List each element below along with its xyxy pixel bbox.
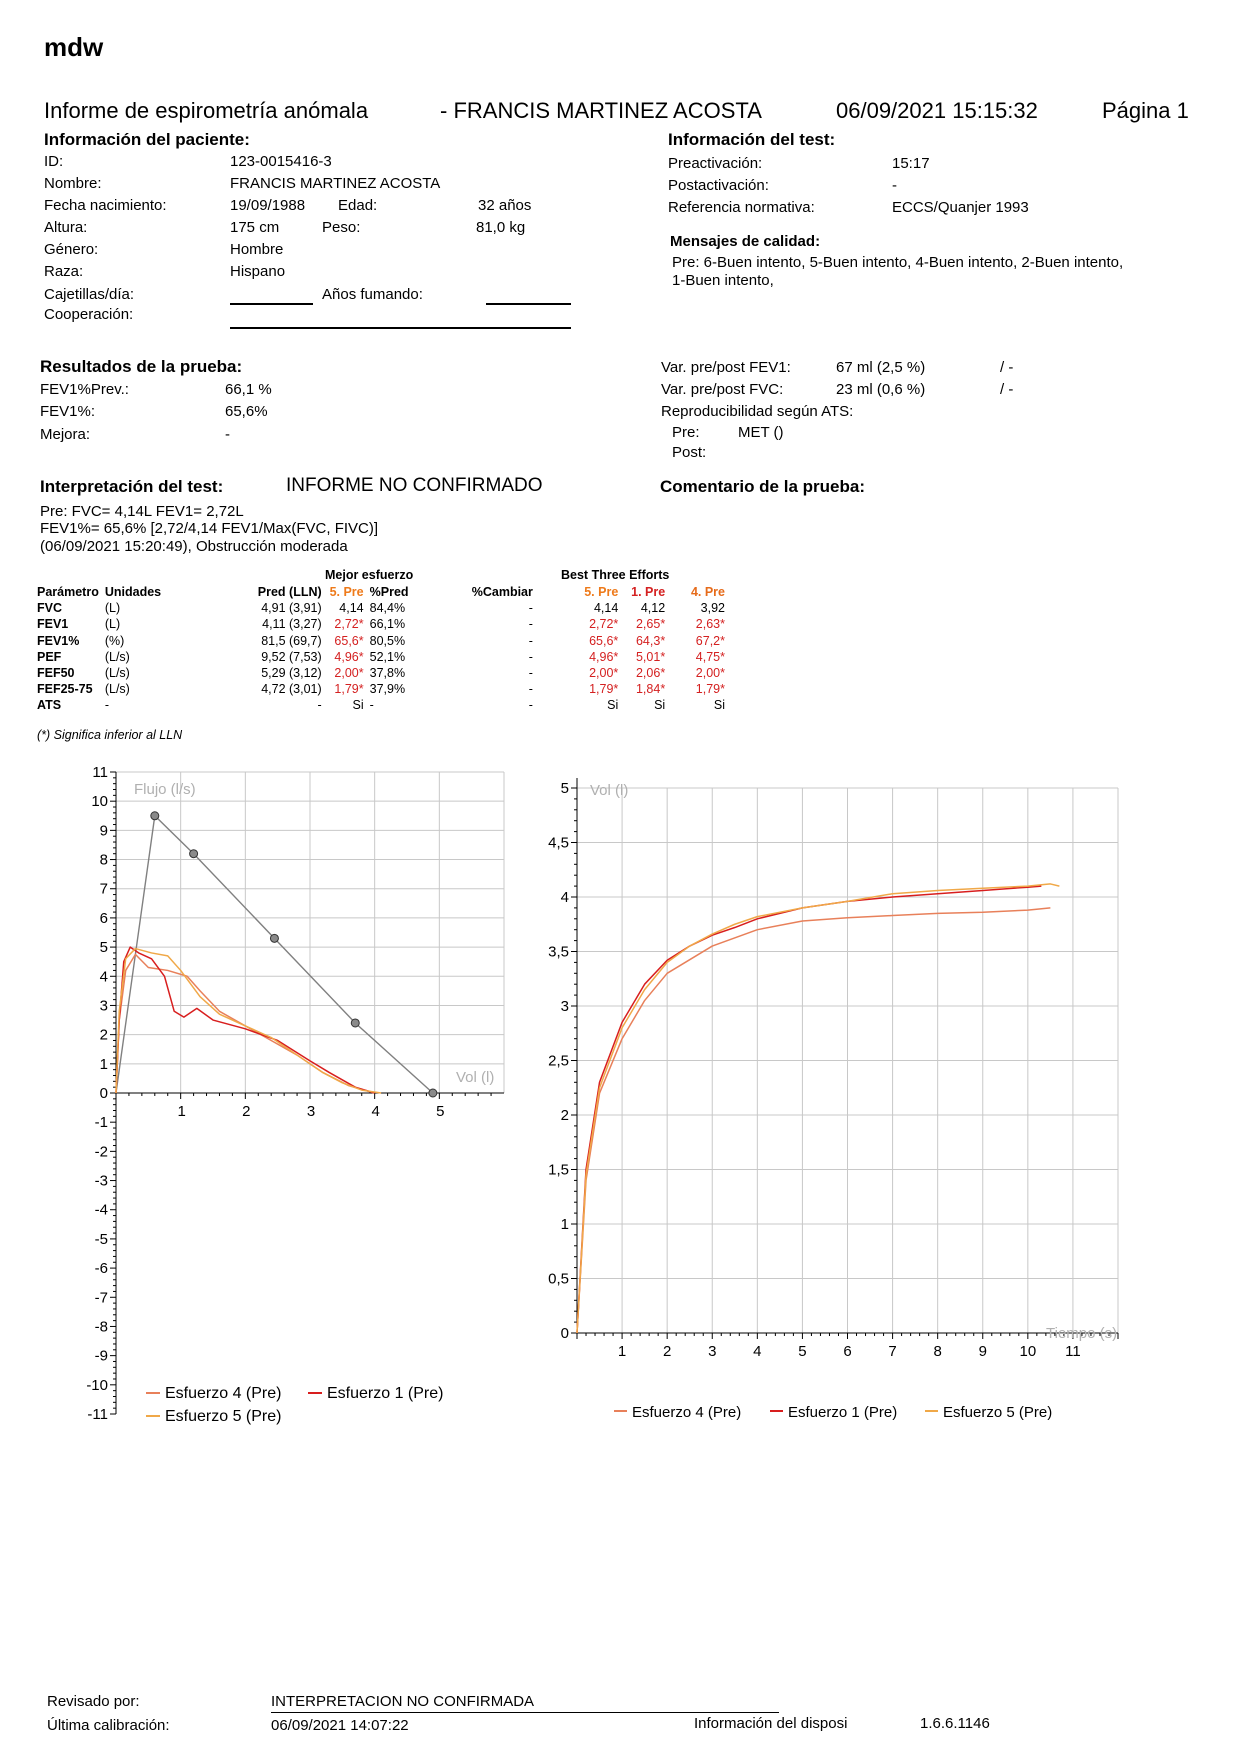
vt-x-tick-label: 7	[888, 1343, 897, 1360]
vt-y-tick-label: 3	[560, 998, 569, 1015]
cell-e2: 4,12	[640, 601, 666, 616]
gender-value: Hombre	[230, 241, 284, 258]
cell-param: FVC	[37, 601, 62, 616]
var-fev1-value: 67 ml (2,5 %)	[836, 359, 926, 376]
fv-y-tick-label: -11	[87, 1406, 108, 1423]
fv-y-tick-label: 5	[99, 939, 108, 957]
age-label: Edad:	[338, 197, 378, 214]
fv-x-axis-label: Vol (l)	[456, 1069, 495, 1086]
cell-best: Si	[352, 698, 364, 713]
fv-y-tick-label: -8	[94, 1318, 108, 1336]
col-units: Unidades	[104, 585, 162, 599]
fv-y-tick-label: -5	[94, 1230, 108, 1248]
device-info-value: 1.6.6.1146	[920, 1715, 990, 1732]
reproducibility-pre-label: Pre:	[672, 424, 700, 441]
cigarettes-label: Cajetillas/día:	[44, 286, 135, 303]
page-number: Página 1	[1102, 98, 1189, 123]
vt-series-line	[577, 886, 1041, 1333]
cell-e1: 4,96*	[589, 649, 619, 664]
cell-pred: 4,72 (3,01)	[261, 682, 322, 697]
col-pred: Pred (LLN)	[257, 585, 322, 599]
id-label: ID:	[44, 153, 64, 170]
cell-param: FEV1%	[37, 633, 80, 648]
vt-y-tick-label: 4	[560, 889, 569, 906]
fv-y-tick-label: -9	[94, 1347, 108, 1365]
cell-e1: 1,79*	[589, 682, 619, 697]
fv-y-tick-label: 10	[91, 793, 108, 811]
col-pctpred: %Pred	[369, 585, 409, 599]
race-value: Hispano	[230, 263, 286, 280]
fv-y-tick-label: 9	[99, 822, 108, 840]
vt-x-tick-label: 5	[798, 1343, 807, 1360]
gender-label: Género:	[44, 241, 99, 258]
cell-change: -	[528, 633, 533, 648]
cell-pred: 4,91 (3,91)	[261, 601, 322, 616]
col-effort-1: 1. Pre	[631, 585, 666, 599]
fv-y-tick-label: -3	[94, 1172, 108, 1190]
name-label: Nombre:	[44, 175, 102, 192]
cell-best: 2,72*	[334, 617, 364, 632]
interpretation-line-3: (06/09/2021 15:20:49), Obstrucción moderada	[40, 538, 348, 555]
fv-y-tick-label: -7	[94, 1289, 108, 1307]
legend-label-effort5: Esfuerzo 5 (Pre)	[943, 1404, 1053, 1421]
fv-y-tick-label: 2	[99, 1026, 108, 1044]
cell-pct: 66,1%	[369, 617, 406, 632]
cell-e2: 2,65*	[635, 617, 666, 632]
cell-e2: 64,3*	[635, 633, 666, 648]
cell-best: 4,14	[339, 601, 364, 616]
reference-value: ECCS/Quanjer 1993	[892, 199, 1029, 216]
cell-e2: Si	[654, 698, 666, 713]
legend-label-effort4: Esfuerzo 4 (Pre)	[632, 1404, 742, 1421]
vt-x-tick-label: 11	[1065, 1343, 1081, 1360]
patient-info-heading: Información del paciente:	[44, 130, 250, 149]
cell-change: -	[528, 649, 533, 664]
legend-label-effort1: Esfuerzo 1 (Pre)	[788, 1404, 898, 1421]
cell-pred: -	[317, 698, 322, 713]
var-fvc-label: Var. pre/post FVC:	[661, 381, 784, 398]
table-group-best: Mejor esfuerzo	[325, 568, 414, 582]
vt-y-axis-label: Vol (l)	[590, 782, 629, 799]
var-fvc-extra: / -	[1000, 381, 1014, 398]
cell-units: (%)	[104, 633, 125, 648]
cigarettes-field-line	[230, 303, 313, 305]
interpretation-status: INFORME NO CONFIRMADO	[286, 475, 543, 496]
col-effort-4: 4. Pre	[690, 585, 725, 599]
cell-pct: -	[369, 698, 374, 713]
table-group-three: Best Three Efforts	[561, 568, 670, 582]
table-footnote: (*) Significa inferior al LLN	[37, 728, 183, 742]
cell-best: 2,00*	[334, 666, 364, 681]
fv-y-tick-label: -4	[94, 1201, 108, 1219]
patient-name-header: - FRANCIS MARTINEZ ACOSTA	[440, 98, 762, 123]
vt-y-tick-label: 4,5	[548, 834, 569, 852]
table-row	[34, 600, 728, 616]
vt-series-line	[577, 908, 1050, 1333]
var-fev1-label: Var. pre/post FEV1:	[661, 359, 791, 376]
vt-x-tick-label: 3	[708, 1343, 717, 1360]
fv-predicted-point	[270, 934, 278, 942]
fv-predicted-point	[190, 850, 198, 858]
fv-y-tick-label: 4	[99, 968, 108, 986]
cell-change: -	[528, 682, 533, 697]
cell-units: (L)	[104, 617, 121, 632]
fv-y-tick-label: 7	[99, 880, 108, 898]
postactivation-label: Postactivación:	[668, 177, 769, 194]
fv-x-tick-label: 1	[177, 1103, 186, 1120]
improvement-label: Mejora:	[40, 426, 91, 443]
legend-label-effort5: Esfuerzo 5 (Pre)	[165, 1408, 282, 1425]
weight-label: Peso:	[322, 219, 361, 236]
race-label: Raza:	[44, 263, 84, 280]
table-row	[34, 665, 728, 681]
quality-line-1: Pre: 6-Buen intento, 5-Buen intento, 4-Buen intento, 2-Buen intento,	[672, 254, 1124, 271]
vt-y-tick-label: 3,5	[548, 943, 569, 961]
vt-y-tick-label: 5	[560, 780, 569, 797]
results-heading: Resultados de la prueba:	[40, 357, 243, 376]
cell-change: -	[528, 698, 533, 713]
fev1pct-label: FEV1%:	[40, 403, 96, 420]
cell-pct: 37,8%	[369, 666, 406, 681]
height-label: Altura:	[44, 219, 88, 236]
cell-pred: 81,5 (69,7)	[261, 633, 322, 648]
birth-value: 19/09/1988	[230, 197, 306, 214]
cell-change: -	[528, 601, 533, 616]
cell-pct: 37,9%	[369, 682, 406, 697]
vt-y-tick-label: 2	[560, 1107, 569, 1124]
vt-y-tick-label: 1	[560, 1216, 569, 1233]
preactivation-value: 15:17	[892, 155, 930, 172]
device-info-label: Información del disposi	[694, 1715, 848, 1732]
fv-y-tick-label: 6	[99, 909, 108, 927]
id-value: 123-0015416-3	[230, 153, 332, 170]
vt-x-tick-label: 9	[978, 1343, 987, 1360]
test-info-heading: Información del test:	[668, 130, 836, 149]
fv-grid	[116, 772, 504, 1093]
cell-units: -	[104, 698, 110, 713]
cell-e3: 4,75*	[695, 649, 725, 664]
fv-predicted-point	[151, 812, 159, 820]
height-value: 175 cm	[230, 219, 280, 236]
cooperation-field-line	[230, 327, 571, 329]
cell-units: (L/s)	[104, 649, 130, 664]
reproducibility-post-label: Post:	[672, 444, 707, 461]
table-header-row	[34, 584, 728, 600]
cell-e3: 3,92	[700, 601, 725, 616]
table-row	[34, 649, 728, 665]
brand-logo: mdw	[44, 32, 104, 62]
age-value: 32 años	[478, 197, 532, 214]
vt-grid	[577, 788, 1118, 1333]
fv-axes	[86, 764, 504, 1423]
interpretation-heading: Interpretación del test:	[40, 477, 224, 496]
vt-y-tick-label: 0	[560, 1325, 569, 1342]
vt-y-tick-label: 2,5	[548, 1052, 569, 1070]
preactivation-label: Preactivación:	[668, 155, 763, 172]
cell-e2: 1,84*	[635, 682, 666, 697]
fev1prev-label: FEV1%Prev.:	[40, 381, 129, 398]
cell-best: 65,6*	[334, 633, 364, 648]
cell-e3: 1,79*	[695, 682, 725, 697]
cell-e2: 2,06*	[635, 666, 666, 681]
var-fvc-value: 23 ml (0,6 %)	[836, 381, 926, 398]
table-row	[34, 697, 728, 713]
reproducibility-pre-value: MET ()	[738, 424, 784, 441]
vt-x-tick-label: 1	[617, 1343, 627, 1360]
reproducibility-label: Reproducibilidad según ATS:	[661, 403, 854, 420]
cell-units: (L)	[104, 601, 121, 616]
table-row	[34, 633, 728, 649]
fev1pct-value: 65,6%	[225, 403, 268, 420]
cell-e3: 2,00*	[695, 666, 725, 681]
cell-e1: Si	[607, 698, 619, 713]
calibration-label: Última calibración:	[47, 1717, 170, 1734]
flow-volume-chart	[0, 760, 520, 1440]
fv-y-tick-label: 1	[99, 1055, 108, 1073]
fv-x-tick-label: 4	[371, 1103, 380, 1120]
cell-pred: 4,11 (3,27)	[262, 617, 322, 632]
cell-param: ATS	[37, 698, 62, 713]
fv-y-tick-label: 3	[99, 997, 108, 1015]
cell-units: (L/s)	[104, 666, 130, 681]
col-effort-5: 5. Pre	[584, 585, 619, 599]
cell-pct: 84,4%	[369, 601, 406, 616]
volume-time-chart	[530, 760, 1150, 1440]
cell-e3: 67,2*	[695, 633, 725, 648]
table-row	[34, 616, 728, 632]
cell-param: FEV1	[37, 617, 69, 632]
interpretation-line-2: FEV1%= 65,6% [2,72/4,14 FEV1/Max(FVC, FIVC)]	[40, 520, 379, 537]
report-datetime: 06/09/2021 15:15:32	[836, 98, 1038, 123]
comment-heading: Comentario de la prueba:	[660, 477, 865, 496]
col-change: %Cambiar	[471, 585, 533, 599]
fv-x-tick-label: 3	[306, 1103, 316, 1120]
cell-pred: 5,29 (3,12)	[261, 666, 322, 681]
fv-predicted-point	[429, 1089, 437, 1097]
results-table	[34, 584, 728, 714]
cell-e3: Si	[713, 698, 725, 713]
vt-y-tick-label: 0,5	[548, 1270, 569, 1288]
cell-param: PEF	[37, 649, 62, 664]
cell-e1: 65,6*	[589, 633, 619, 648]
vt-x-tick-label: 6	[843, 1343, 852, 1360]
cell-best: 1,79*	[334, 682, 364, 697]
interpretation-line-1: Pre: FVC= 4,14L FEV1= 2,72L	[40, 503, 244, 520]
calibration-value: 06/09/2021 14:07:22	[271, 1717, 409, 1734]
fv-x-tick-label: 5	[436, 1103, 445, 1120]
cell-e1: 4,14	[593, 601, 619, 616]
cell-e3: 2,63*	[695, 617, 725, 632]
birth-label: Fecha nacimiento:	[44, 197, 167, 214]
cell-pct: 52,1%	[369, 649, 406, 664]
reviewed-line	[271, 1712, 779, 1713]
name-value: FRANCIS MARTINEZ ACOSTA	[230, 175, 441, 192]
vt-x-tick-label: 4	[753, 1343, 762, 1360]
fv-y-tick-label: 0	[99, 1085, 108, 1102]
reviewed-label: Revisado por:	[47, 1693, 140, 1710]
years-smoking-field-line	[486, 303, 571, 305]
legend-label-effort4: Esfuerzo 4 (Pre)	[165, 1385, 282, 1402]
cell-units: (L/s)	[104, 682, 130, 697]
table-row	[34, 681, 728, 697]
report-title: Informe de espirometría anómala	[44, 98, 369, 123]
quality-line-2: 1-Buen intento,	[672, 272, 774, 289]
fv-y-tick-label: 8	[99, 851, 108, 869]
cell-pct: 80,5%	[369, 633, 406, 648]
var-fev1-extra: / -	[1000, 359, 1014, 376]
fv-series-line	[116, 949, 381, 1093]
reviewed-value: INTERPRETACION NO CONFIRMADA	[271, 1693, 535, 1710]
fv-x-tick-label: 2	[242, 1103, 251, 1120]
vt-x-tick-label: 2	[662, 1343, 672, 1360]
cell-pred: 9,52 (7,53)	[261, 649, 322, 664]
fv-y-tick-label: 11	[92, 764, 108, 781]
cell-param: FEF25-75	[37, 682, 93, 697]
vt-x-tick-label: 8	[933, 1343, 942, 1360]
vt-axes	[548, 778, 1118, 1360]
cell-e1: 2,72*	[589, 617, 619, 632]
weight-value: 81,0 kg	[476, 219, 526, 236]
col-param: Parámetro	[37, 585, 99, 599]
fv-y-axis-label: Flujo (l/s)	[134, 781, 196, 798]
improvement-value: -	[225, 426, 230, 443]
vt-x-tick-label: 10	[1019, 1343, 1037, 1360]
fv-y-tick-label: -1	[94, 1114, 108, 1132]
fv-series	[116, 812, 437, 1097]
cell-best: 4,96*	[334, 649, 364, 664]
legend-label-effort1: Esfuerzo 1 (Pre)	[327, 1385, 444, 1402]
quality-heading: Mensajes de calidad:	[670, 233, 821, 250]
cell-change: -	[528, 617, 533, 632]
fv-y-tick-label: -6	[94, 1260, 108, 1278]
vt-x-axis-label: Tiempo (s)	[1046, 1325, 1118, 1342]
reference-label: Referencia normativa:	[668, 199, 815, 216]
years-smoking-label: Años fumando:	[322, 286, 423, 303]
cell-e1: 2,00*	[589, 666, 619, 681]
fev1prev-value: 66,1 %	[225, 381, 272, 398]
vt-y-tick-label: 1,5	[548, 1161, 569, 1179]
cooperation-label: Cooperación:	[44, 306, 134, 323]
cell-change: -	[528, 666, 533, 681]
col-best: 5. Pre	[329, 585, 364, 599]
postactivation-value: -	[892, 177, 897, 194]
fv-y-tick-label: -2	[94, 1143, 108, 1161]
cell-param: FEF50	[37, 666, 75, 681]
cell-e2: 5,01*	[635, 649, 666, 664]
fv-predicted-point	[351, 1019, 359, 1027]
fv-y-tick-label: -10	[86, 1376, 108, 1394]
